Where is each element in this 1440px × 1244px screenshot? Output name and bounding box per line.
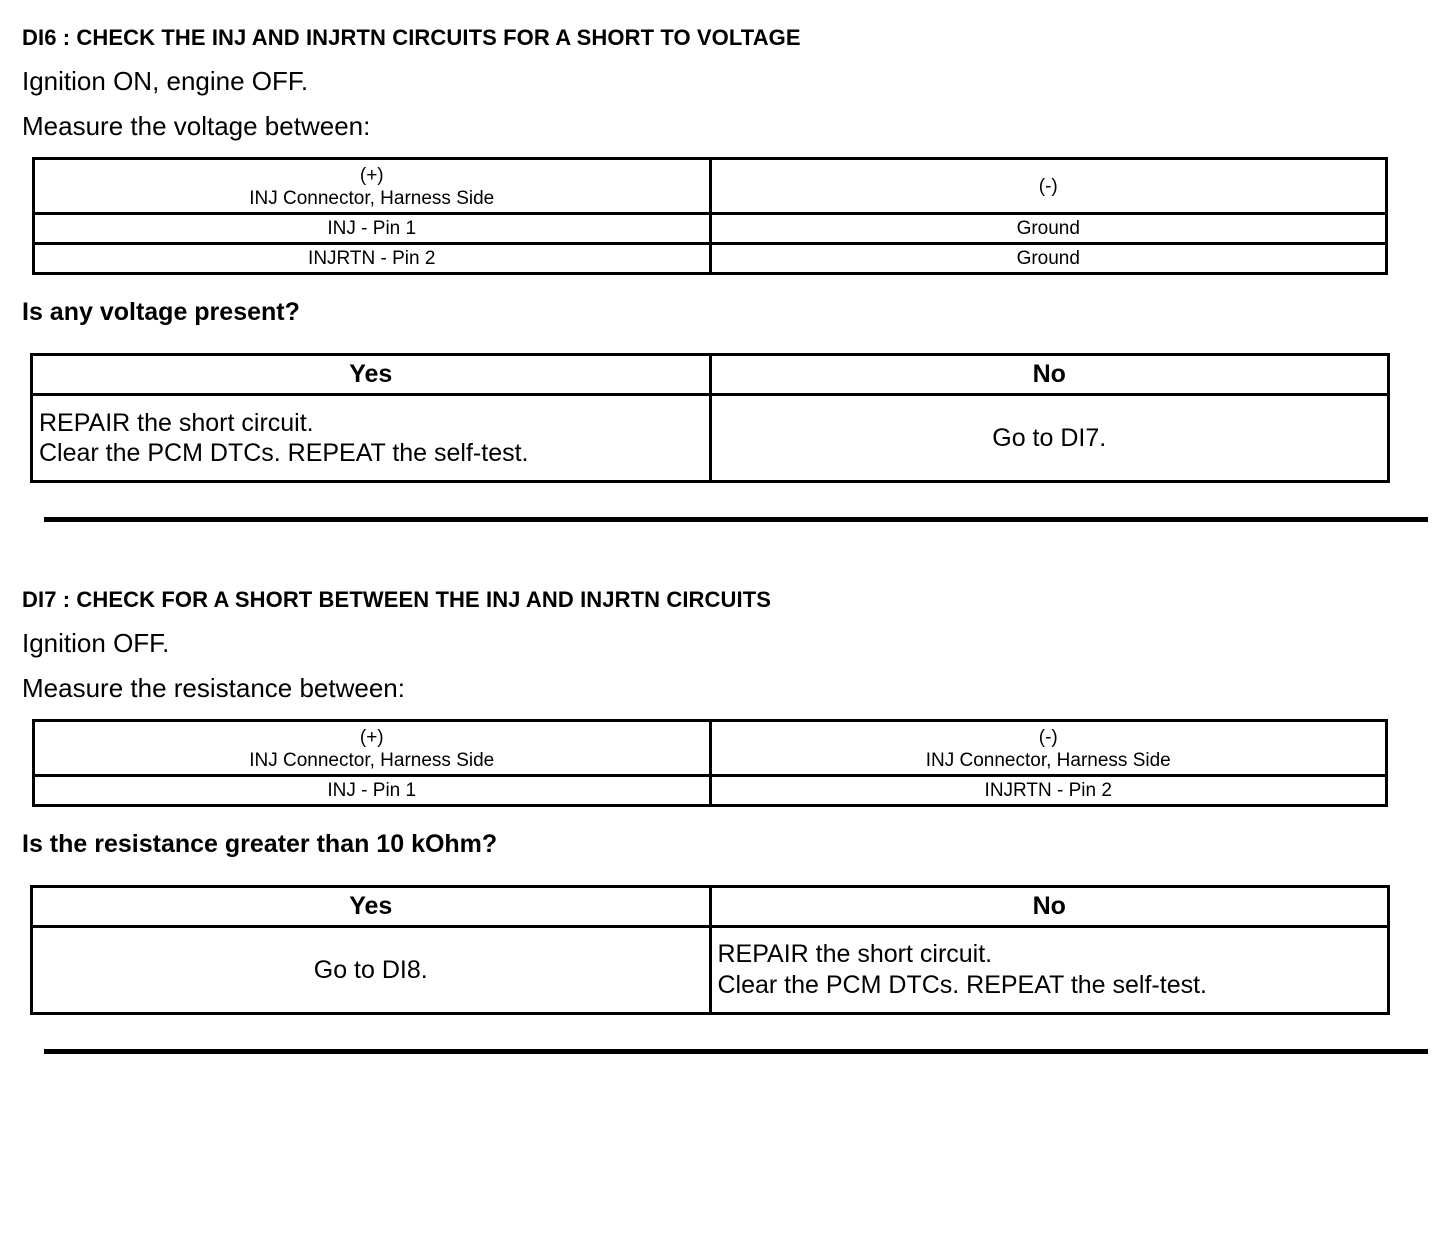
step-instruction-ignition-di6: Ignition ON, engine OFF. [22,66,309,97]
measurement-cell-negative: Ground [710,213,1387,243]
measurement-cell-negative: Ground [710,244,1387,274]
answer-header-yes: Yes [32,355,711,395]
measurement-cell-positive: INJ - Pin 1 [34,775,711,805]
table-row [32,887,1389,927]
answer-action-yes-line2: Clear the PCM DTCs. REPEAT the self-test. [39,439,529,467]
measurement-table-di6 [32,157,1388,276]
answer-action-no [710,926,1389,1013]
diagnostic-step-di6 [22,26,1410,522]
measurement-header-positive [34,158,711,213]
measurement-cell-positive: INJRTN - Pin 2 [34,244,711,274]
negative-sign-label: (-) [1038,176,1058,198]
negative-sign-label: (-) [1038,726,1058,748]
step-instruction-measure-di6: Measure the voltage between: [22,111,371,142]
step-instruction-measure-di7: Measure the resistance between: [22,673,405,704]
step-instruction-ignition-di7: Ignition OFF. [22,628,170,659]
answer-action-no-line2: Clear the PCM DTCs. REPEAT the self-test. [717,970,1207,999]
diagnostic-step-di7 [22,588,1410,1054]
answer-table-di6 [30,353,1390,483]
table-row [34,244,1387,274]
table-row [34,158,1387,213]
step-question-di7: Is the resistance greater than 10 kOhm? [22,830,498,859]
answer-action-no-line1: REPAIR the short circuit. [717,940,993,969]
answer-action-yes [32,926,711,1013]
table-row [34,720,1387,775]
positive-connector-label: INJ Connector, Harness Side [249,749,495,771]
positive-connector-label: INJ Connector, Harness Side [249,187,495,209]
step-heading-di7: DI7 : CHECK FOR A SHORT BETWEEN THE INJ AND INJRTN CIRCUITS [22,587,772,612]
answer-action-yes-line1: Go to DI8. [313,955,428,984]
table-row [34,775,1387,805]
positive-sign-label: (+) [359,164,384,186]
answer-table-di7 [30,885,1390,1015]
answer-action-yes [32,395,711,482]
answer-action-no-line1: Go to DI7. [992,423,1107,452]
measurement-header-positive [34,720,711,775]
step-heading-di6: DI6 : CHECK THE INJ AND INJRTN CIRCUITS FOR A SHORT TO VOLTAGE [22,25,801,50]
table-row [34,213,1387,243]
measurement-header-negative [710,158,1387,213]
measurement-cell-negative: INJRTN - Pin 2 [710,775,1387,805]
measurement-table-di7 [32,719,1388,808]
answer-header-yes: Yes [32,887,711,927]
answer-header-no: No [710,887,1389,927]
table-row [32,926,1389,1013]
step-question-di6: Is any voltage present? [22,298,300,327]
answer-action-no [710,395,1389,482]
table-row [32,355,1389,395]
measurement-header-negative [710,720,1387,775]
table-row [32,395,1389,482]
section-spacer [22,522,1410,562]
section-divider [44,1049,1428,1054]
answer-header-no: No [710,355,1389,395]
measurement-cell-positive: INJ - Pin 1 [34,213,711,243]
positive-sign-label: (+) [359,726,384,748]
answer-action-yes-line1: REPAIR the short circuit. [39,408,314,437]
negative-connector-label: INJ Connector, Harness Side [925,749,1171,771]
